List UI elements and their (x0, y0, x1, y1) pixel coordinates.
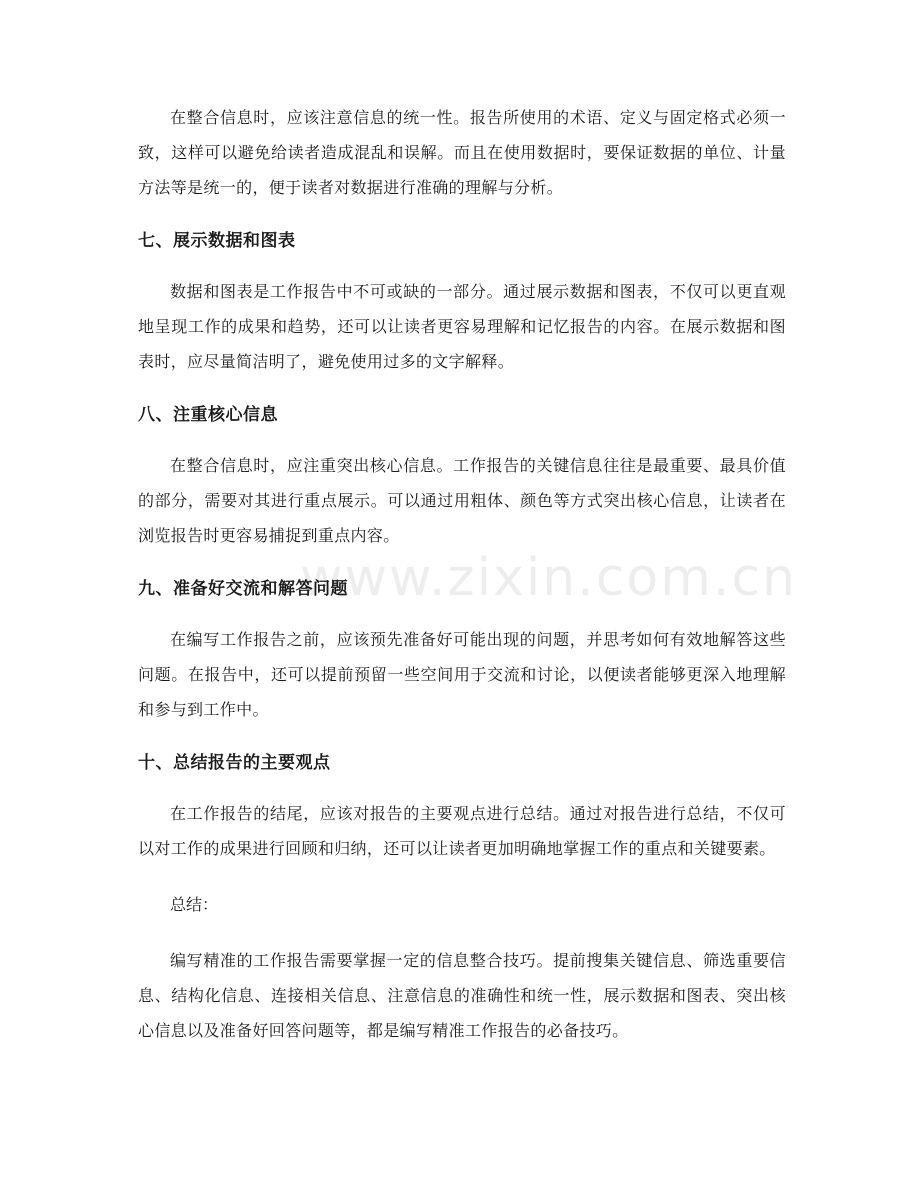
paragraph-section-7: 数据和图表是工作报告中不可或缺的一部分。通过展示数据和图表，不仅可以更直观地呈现工作的成果和趋势，还可以让读者更容易理解和记忆报告的内容。在展示数据和图表时，应尽量简洁明了，避免使用过多的文字解释。 (138, 282, 786, 371)
section-heading-7: 七、展示数据和图表 (138, 231, 296, 251)
paragraph-section-9: 在编写工作报告之前，应该预先准备好可能出现的问题，并思考如何有效地解答这些问题。在报告中，还可以提前预留一些空间用于交流和讨论，以便读者能够更深入地理解和参与到工作中。 (138, 630, 786, 719)
summary-label: 总结： (170, 895, 219, 914)
watermark: www.zixin.com.cn (300, 548, 797, 608)
paragraph-section-8: 在整合信息时，应注重突出核心信息。工作报告的关键信息往往是最重要、最具价值的部分，需要对其进行重点展示。可以通过用粗体、颜色等方式突出核心信息，让读者在浏览报告时更容易捕捉到重点内容。 (138, 456, 786, 545)
summary-paragraph: 编写精准的工作报告需要掌握一定的信息整合技巧。提前搜集关键信息、筛选重要信息、结构化信息、连接相关信息、注意信息的准确性和统一性，展示数据和图表、突出核心信息以及准备好回答问题等，都是编写精准工作报告的必备技巧。 (138, 951, 786, 1040)
section-heading-9: 九、准备好交流和解答问题 (138, 579, 348, 599)
paragraph-intro: 在整合信息时，应该注意信息的统一性。报告所使用的术语、定义与固定格式必须一致，这样可以避免给读者造成混乱和误解。而且在使用数据时，要保证数据的单位、计量方法等是统一的，便于读者对数据进行准确的理解与分析。 (138, 108, 786, 197)
section-heading-10: 十、总结报告的主要观点 (138, 753, 331, 773)
section-heading-8: 八、注重核心信息 (138, 405, 278, 425)
paragraph-section-10: 在工作报告的结尾，应该对报告的主要观点进行总结。通过对报告进行总结，不仅可以对工作的成果进行回顾和归纳，还可以让读者更加明确地掌握工作的重点和关键要素。 (138, 804, 786, 858)
document-page (138, 100, 786, 1048)
